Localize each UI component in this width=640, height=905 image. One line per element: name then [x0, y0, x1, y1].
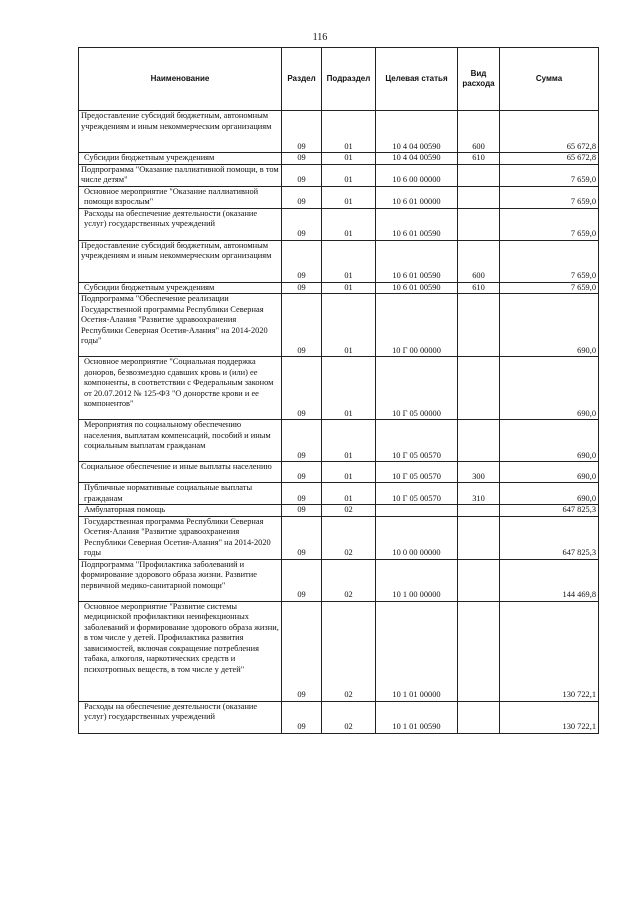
- table-header-row: [79, 48, 599, 111]
- cell-amount: 647 825,3: [500, 516, 599, 559]
- cell-subsection: 02: [322, 601, 376, 701]
- cell-name: Мероприятия по социальному обеспечению населения, выплатам компенсаций, пособий и иным социальным выплатам гражданам: [79, 420, 282, 462]
- cell-subsection: 01: [322, 357, 376, 420]
- table-row: [79, 153, 599, 165]
- cell-section: 09: [282, 516, 322, 559]
- cell-subsection: 02: [322, 505, 376, 517]
- header-section: Раздел: [282, 48, 322, 111]
- cell-subsection: 01: [322, 483, 376, 505]
- cell-section: 09: [282, 701, 322, 733]
- cell-target: 10 1 01 00000: [376, 601, 458, 701]
- header-target: Целевая статья: [376, 48, 458, 111]
- cell-expense-type: [458, 208, 500, 240]
- table-row: [79, 601, 599, 701]
- cell-amount: 65 672,8: [500, 111, 599, 153]
- cell-expense-type: 610: [458, 153, 500, 165]
- cell-subsection: 01: [322, 462, 376, 483]
- cell-section: 09: [282, 111, 322, 153]
- cell-name: Публичные нормативные социальные выплаты гражданам: [79, 483, 282, 505]
- cell-expense-type: [458, 559, 500, 601]
- cell-target: 10 6 01 00590: [376, 282, 458, 294]
- cell-subsection: 01: [322, 111, 376, 153]
- cell-amount: 7 659,0: [500, 186, 599, 208]
- cell-subsection: 01: [322, 186, 376, 208]
- cell-expense-type: [458, 164, 500, 186]
- cell-expense-type: 600: [458, 111, 500, 153]
- cell-amount: 690,0: [500, 420, 599, 462]
- table-row: [79, 559, 599, 601]
- cell-expense-type: [458, 505, 500, 517]
- cell-amount: 690,0: [500, 294, 599, 357]
- cell-name: Основное мероприятие "Оказание паллиативной помощи взрослым": [79, 186, 282, 208]
- cell-target: 10 4 04 00590: [376, 111, 458, 153]
- cell-target: [376, 505, 458, 517]
- cell-expense-type: [458, 357, 500, 420]
- cell-expense-type: [458, 420, 500, 462]
- table-row: [79, 483, 599, 505]
- cell-name: Подпрограмма "Обеспечение реализации Государственной программы Республики Северная Осетия-Алания "Развитие здравоохранения Республики Северная Осетия-Алания" на 2014-2020 годы": [79, 294, 282, 357]
- cell-subsection: 01: [322, 294, 376, 357]
- cell-subsection: 01: [322, 164, 376, 186]
- cell-subsection: 01: [322, 153, 376, 165]
- cell-amount: 690,0: [500, 462, 599, 483]
- cell-name: Субсидии бюджетным учреждениям: [79, 153, 282, 165]
- table-row: [79, 111, 599, 153]
- cell-amount: 144 469,8: [500, 559, 599, 601]
- cell-section: 09: [282, 462, 322, 483]
- cell-name: Государственная программа Республики Северная Осетия-Алания "Развитие здравоохранения Республики Северная Осетия-Алания" на 2014-2020 годы: [79, 516, 282, 559]
- cell-amount: 65 672,8: [500, 153, 599, 165]
- cell-subsection: 02: [322, 701, 376, 733]
- cell-expense-type: 310: [458, 483, 500, 505]
- cell-section: 09: [282, 420, 322, 462]
- cell-section: 09: [282, 240, 322, 282]
- cell-expense-type: 300: [458, 462, 500, 483]
- cell-section: 09: [282, 294, 322, 357]
- table-row: [79, 701, 599, 733]
- cell-target: 10 Г 05 00000: [376, 357, 458, 420]
- table-row: [79, 164, 599, 186]
- cell-subsection: 01: [322, 282, 376, 294]
- cell-section: 09: [282, 601, 322, 701]
- cell-expense-type: [458, 186, 500, 208]
- cell-target: 10 1 01 00590: [376, 701, 458, 733]
- cell-subsection: 02: [322, 559, 376, 601]
- cell-name: Социальное обеспечение и иные выплаты населению: [79, 462, 282, 483]
- cell-subsection: 02: [322, 516, 376, 559]
- header-name: Наименование: [79, 48, 282, 111]
- cell-amount: 130 722,1: [500, 701, 599, 733]
- table-row: [79, 240, 599, 282]
- cell-section: 09: [282, 357, 322, 420]
- cell-target: 10 1 00 00000: [376, 559, 458, 601]
- cell-expense-type: [458, 601, 500, 701]
- cell-expense-type: [458, 701, 500, 733]
- cell-target: 10 6 01 00000: [376, 186, 458, 208]
- cell-subsection: 01: [322, 208, 376, 240]
- cell-amount: 7 659,0: [500, 208, 599, 240]
- cell-expense-type: 600: [458, 240, 500, 282]
- table-row: [79, 462, 599, 483]
- cell-amount: 690,0: [500, 357, 599, 420]
- cell-section: 09: [282, 186, 322, 208]
- cell-subsection: 01: [322, 240, 376, 282]
- cell-amount: 7 659,0: [500, 164, 599, 186]
- header-expense-type: Вид расхода: [458, 48, 500, 111]
- table-row: [79, 505, 599, 517]
- cell-target: 10 Г 00 00000: [376, 294, 458, 357]
- table-row: [79, 420, 599, 462]
- budget-table: [78, 47, 599, 734]
- cell-name: Расходы на обеспечение деятельности (оказание услуг) государственных учреждений: [79, 701, 282, 733]
- cell-name: Расходы на обеспечение деятельности (оказание услуг) государственных учреждений: [79, 208, 282, 240]
- cell-target: 10 Г 05 00570: [376, 483, 458, 505]
- table-row: [79, 282, 599, 294]
- header-subsection: Подраздел: [322, 48, 376, 111]
- cell-target: 10 0 00 00000: [376, 516, 458, 559]
- cell-amount: 7 659,0: [500, 282, 599, 294]
- cell-name: Основное мероприятие "Социальная поддержка доноров, безвозмездно сдавших кровь и (или) ее компоненты, в соответствии с Федеральным законом от 20.07.2012 № 125-ФЗ "О донорстве крови и ее компонентов": [79, 357, 282, 420]
- cell-name: Основное мероприятие "Развитие системы медицинской профилактики неинфекционных заболеваний и формирование здорового образа жизни, в том числе у детей. Профилактика развития зависимостей, включая сокращение потребления табака, алкоголя, наркотических средств и психотропных веществ, в том числе у детей": [79, 601, 282, 701]
- cell-name: Подпрограмма "Оказание паллиативной помощи, в том числе детям": [79, 164, 282, 186]
- cell-name: Предоставление субсидий бюджетным, автономным учреждениям и иным некоммерческим организациям: [79, 111, 282, 153]
- header-amount: Сумма: [500, 48, 599, 111]
- table-row: [79, 208, 599, 240]
- cell-section: 09: [282, 164, 322, 186]
- cell-section: 09: [282, 559, 322, 601]
- cell-section: 09: [282, 505, 322, 517]
- cell-name: Амбулаторная помощь: [79, 505, 282, 517]
- cell-subsection: 01: [322, 420, 376, 462]
- cell-amount: 690,0: [500, 483, 599, 505]
- cell-section: 09: [282, 483, 322, 505]
- cell-expense-type: [458, 516, 500, 559]
- cell-target: 10 4 04 00590: [376, 153, 458, 165]
- cell-name: Подпрограмма "Профилактика заболеваний и формирование здорового образа жизни. Развитие первичной медико-санитарной помощи": [79, 559, 282, 601]
- table-row: [79, 294, 599, 357]
- cell-target: 10 6 00 00000: [376, 164, 458, 186]
- cell-amount: 7 659,0: [500, 240, 599, 282]
- table-row: [79, 186, 599, 208]
- table-row: [79, 516, 599, 559]
- page-number: 116: [312, 32, 328, 43]
- cell-name: Предоставление субсидий бюджетным, автономным учреждениям и иным некоммерческим организациям: [79, 240, 282, 282]
- cell-target: 10 Г 05 00570: [376, 420, 458, 462]
- cell-section: 09: [282, 282, 322, 294]
- cell-amount: 647 825,3: [500, 505, 599, 517]
- cell-expense-type: [458, 294, 500, 357]
- cell-amount: 130 722,1: [500, 601, 599, 701]
- cell-section: 09: [282, 208, 322, 240]
- table-row: [79, 357, 599, 420]
- cell-target: 10 6 01 00590: [376, 208, 458, 240]
- cell-target: 10 Г 05 00570: [376, 462, 458, 483]
- cell-target: 10 6 01 00590: [376, 240, 458, 282]
- cell-expense-type: 610: [458, 282, 500, 294]
- cell-section: 09: [282, 153, 322, 165]
- cell-name: Субсидии бюджетным учреждениям: [79, 282, 282, 294]
